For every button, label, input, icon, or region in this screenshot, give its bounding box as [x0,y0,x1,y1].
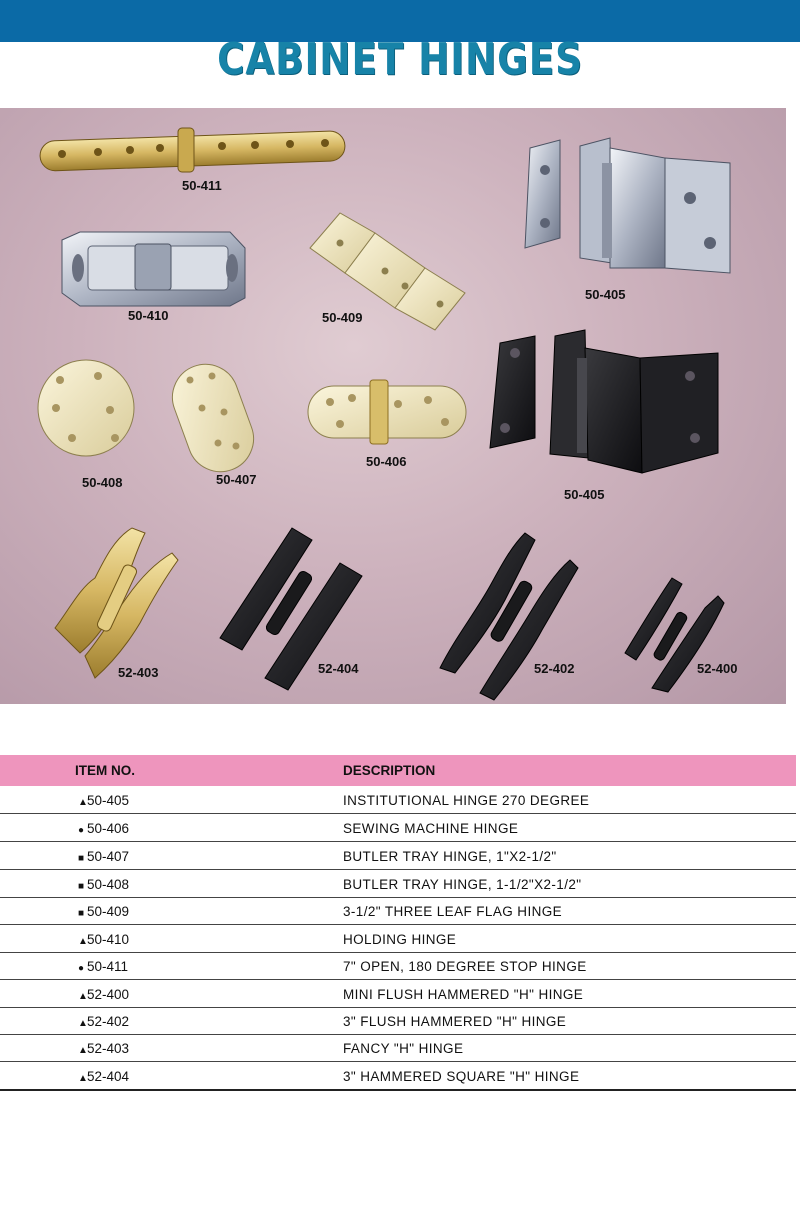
label-52-403: 52-403 [118,665,159,680]
item-number: ▲52-400 [78,987,130,1002]
label-50-405-chrome: 50-405 [585,287,626,302]
hinge-50-408-image [38,360,134,456]
table-header [0,755,796,786]
item-number: ▲50-410 [78,932,130,947]
product-photo [0,108,786,704]
label-50-406: 50-406 [366,454,407,469]
triangle-marker: ▲ [78,1018,88,1029]
triangle-marker: ▲ [78,991,88,1002]
square-marker: ■ [78,908,85,919]
table-row [0,980,796,1008]
header-description: DESCRIPTION [343,763,436,778]
square-marker: ■ [78,881,85,892]
triangle-marker: ▲ [78,1045,88,1056]
item-number: ● 50-406 [78,821,130,836]
circle-marker: ● [78,963,85,974]
item-description: 3-1/2" THREE LEAF FLAG HINGE [343,904,563,919]
label-50-410: 50-410 [128,308,169,323]
item-description: HOLDING HINGE [343,932,457,947]
item-description: 7" OPEN, 180 DEGREE STOP HINGE [343,959,587,974]
item-description: FANCY "H" HINGE [343,1041,464,1056]
table-row [0,814,796,842]
triangle-marker: ▲ [78,797,88,808]
label-50-409: 50-409 [322,310,363,325]
triangle-marker: ▲ [78,936,88,947]
item-number: ▲52-403 [78,1041,130,1056]
label-52-404: 52-404 [318,661,359,676]
hinges-illustration [0,108,786,704]
hinge-50-407-image [163,355,263,481]
header-item-no: ITEM NO. [75,763,135,778]
table-row [0,925,796,953]
table-row [0,842,796,870]
hinge-50-405-chrome-image [525,138,730,273]
circle-marker: ● [78,825,85,836]
item-description: 3" HAMMERED SQUARE "H" HINGE [343,1069,580,1084]
table-row [0,1034,796,1062]
item-description: MINI FLUSH HAMMERED "H" HINGE [343,987,584,1002]
item-description: 3" FLUSH HAMMERED "H" HINGE [343,1014,567,1029]
item-number: ■ 50-409 [78,904,130,919]
square-marker: ■ [78,853,85,864]
hinge-50-411-image [40,128,346,172]
label-52-402: 52-402 [534,661,575,676]
page-title: CABINET HINGES [217,34,583,85]
item-description: BUTLER TRAY HINGE, 1"X2-1/2" [343,849,557,864]
label-50-408: 50-408 [82,475,123,490]
triangle-marker: ▲ [78,1073,88,1084]
table-row [0,870,796,898]
table-bottom-rule [0,1089,796,1091]
item-number: ● 50-411 [78,959,129,974]
item-number: ▲52-404 [78,1069,130,1084]
table-row [0,897,796,925]
label-52-400: 52-400 [697,661,738,676]
item-number: ▲50-405 [78,793,130,808]
label-50-411: 50-411 [182,178,222,193]
item-number: ■ 50-407 [78,849,130,864]
item-description: SEWING MACHINE HINGE [343,821,519,836]
item-description: BUTLER TRAY HINGE, 1-1/2"X2-1/2" [343,877,582,892]
hinge-50-406-image [308,380,466,444]
item-description: INSTITUTIONAL HINGE 270 DEGREE [343,793,590,808]
table-row [0,952,796,980]
label-50-407: 50-407 [216,472,257,487]
hinge-50-410-image [62,232,245,306]
item-number: ■ 50-408 [78,877,130,892]
table-row [0,1062,796,1089]
table-row [0,1007,796,1035]
hinge-50-405-black-image [490,330,718,473]
hinge-52-403-image [55,528,178,678]
item-number: ▲52-402 [78,1014,130,1029]
label-50-405-black: 50-405 [564,487,605,502]
table-row [0,786,796,814]
